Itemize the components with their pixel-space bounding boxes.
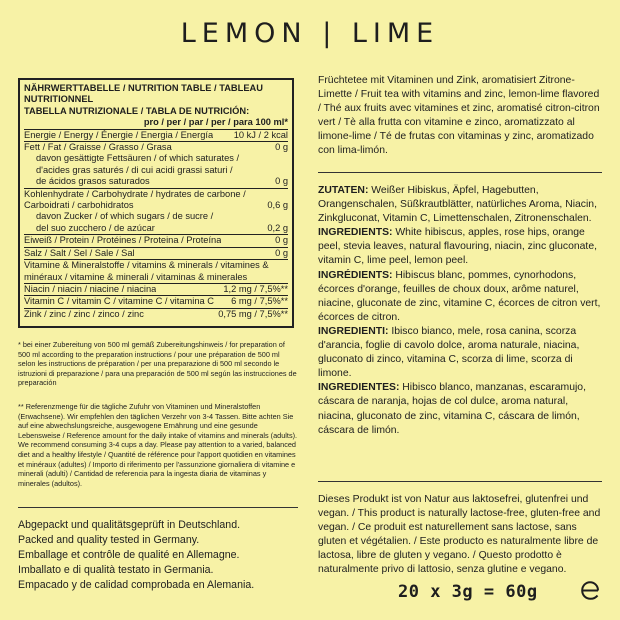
ingredients-label: INGREDIENTES: — [318, 382, 400, 394]
net-weight: 20 x 3g = 60g — [398, 582, 538, 602]
footnote-reference-intake: ** Referenzmenge für die tägliche Zufuhr von Vitaminen und Mineralstoffen (Erwachsene). Wir empfehlen den täglichen Verzehr von 3-4 Tassen. Bitte achten Sie auf eine abwechslungsreiche, ausgewogene Ernährung und eine gesunde Lebensweise / Reference amount for the daily intake of vitamins and minerals (adults). We recommend consuming 3-4 cups a day. Please pay attention to a varied, balanced diet and a healthy lifestyle / Quantité de référence pour l'apport quotidien en vitamines et minéraux (adultes) / Importo di riferimento per l'assunzione giornaliera di vitamine e minerali (adulti) / Cantidad de referencia para la ingesta diaria de vitaminas y minerales (adultos). — [18, 402, 298, 488]
packaged-line: Packed and quality tested in Germany. — [18, 534, 200, 547]
nutrition-row-energy — [24, 130, 288, 141]
zinc-label: Zink / zinc / zinc / zinco / zinc — [24, 308, 144, 319]
ingredients-text: Hibiscus blanc, pommes, cynorhodons, écorces d'orange, feuilles de choux doux, arôme naturel, niacine, gluconate de zinc, vitamine C, écorces de citron vert, écorces de citron. — [318, 269, 601, 323]
nutrition-row-carbohydrate — [24, 200, 288, 211]
footnote-preparation: * bei einer Zubereitung von 500 ml gemäß Zubereitungshinweis / for preparation of 500 ml according to the preparation instructions / pour une préparation de 500 ml selon les instructions de préparation / per una preparazione di 500 ml secondo le istruzioni di preparazione / para una preparación de 500 ml según las instrucciones de preparación — [18, 340, 297, 388]
product-title: LEMON | LIME — [180, 18, 440, 49]
divider-left — [18, 507, 298, 508]
packaged-statement — [18, 518, 308, 593]
salt-label: Salz / Salt / Sel / Sale / Sal — [24, 247, 135, 258]
protein-label: Eiweiß / Protein / Protéines / Proteina / Proteína — [24, 235, 222, 246]
ingredients-label: INGREDIENTI: — [318, 325, 389, 337]
nutrition-row-sugars — [24, 223, 288, 234]
vitamin-c-value: 6 mg / 7,5%** — [231, 296, 288, 307]
nutrition-row-fat — [24, 141, 288, 153]
estimated-sign-icon — [577, 577, 603, 603]
ingredients-text: White hibiscus, apples, rose hips, orange peel, stevia leaves, natural flavouring, niacin, zinc gluconate, vitamin C, lime peel, lemon peel. — [318, 227, 597, 267]
ingredients-list — [318, 184, 602, 438]
fat-label: Fett / Fat / Graisse / Grasso / Grasa — [24, 142, 172, 153]
sugars-value: 0,2 g — [267, 222, 288, 233]
nutrition-row-salt — [24, 247, 288, 259]
saturates-line-1: davon gesättigte Fettsäuren / of which saturates / — [36, 153, 240, 164]
salt-value: 0 g — [275, 247, 288, 258]
saturates-value: 0 g — [275, 176, 288, 187]
sugars-line-1: davon Zucker / of which sugars / de sucre / — [36, 211, 214, 222]
niacin-label: Niacin / niacin / niacine / niacina — [24, 283, 157, 294]
carbohydrate-value: 0,6 g — [267, 200, 288, 211]
nutrition-row-zinc — [24, 308, 288, 320]
nutrition-row-vitamin-c — [24, 295, 288, 307]
divider-description — [318, 172, 602, 173]
nutrition-per-header: pro / per / par / per / para 100 ml* — [24, 117, 288, 129]
packaged-line: Abgepackt und qualitätsgeprüft in Deutschland. — [18, 519, 241, 531]
ingredients-en — [318, 226, 602, 268]
ingredients-label: ZUTATEN: — [318, 185, 369, 196]
ingredients-label: INGREDIENTS: — [318, 227, 393, 239]
niacin-value: 1,2 mg / 7,5%** — [223, 283, 288, 294]
energy-label: Energie / Energy / Énergie / Energia / Energía — [24, 129, 214, 140]
nutrition-row-protein — [24, 234, 288, 246]
ingredients-it — [318, 325, 602, 381]
ingredients-label: INGRÉDIENTS: — [318, 269, 393, 281]
energy-value: 10 kJ / 2 kcal — [233, 129, 288, 140]
nutrition-heading-2: TABELLA NUTRIZIONALE / TABLA DE NUTRICIÓN: — [24, 105, 250, 116]
ingredients-es — [318, 381, 602, 437]
ingredients-text: Hibisco blanco, manzanas, escaramujo, cáscara de naranja, hojas de col dulce, aroma natural, niacina, gluconato de zinc, vitamina C, cáscara de limón, cáscara de limón. — [318, 382, 586, 436]
nutrition-row-saturates — [24, 176, 288, 187]
saturates-label: de ácidos grasos saturados — [36, 176, 150, 187]
vitamins-minerals-header: Vitamine & Mineralstoffe / vitamins & minerals / vitamines & minéraux / vitamine & minerali / vitaminas & minerales — [24, 259, 288, 283]
packaged-line: Emballage et contrôle de qualité en Allemagne. — [18, 549, 240, 562]
divider-ingredients — [318, 481, 602, 482]
ingredients-fr — [318, 269, 602, 325]
nutrition-heading: NÄHRWERTTABELLE / NUTRITION TABLE / TABLEAU NUTRITIONNEL — [24, 83, 263, 105]
zinc-value: 0,75 mg / 7,5%** — [218, 308, 288, 319]
carbohydrate-line-1: Kohlenhydrate / Carbohydrate / hydrates de carbone / — [24, 188, 288, 200]
carbohydrate-label: Carboidrati / carbohidratos — [24, 200, 134, 211]
fat-value: 0 g — [275, 142, 288, 153]
sugars-label: del suo zucchero / de azúcar — [36, 222, 155, 233]
protein-value: 0 g — [275, 235, 288, 246]
nutrition-table — [18, 78, 294, 328]
nutrition-row-niacin — [24, 283, 288, 295]
ingredients-text: Ibisco bianco, mele, rosa canina, scorza d'arancia, foglie di cavolo dolce, aroma naturale, niacina, gluconato di zinco, vitamina C, scorza di lime, scorza di limone. — [318, 325, 580, 380]
lactose-free-statement: Dieses Produkt ist von Natur aus laktosefrei, glutenfrei und vegan. / This product is naturally lactose-free, gluten-free and vegan. / Ce produit est naturellement sans lactose, sans gluten et végétalien. / Este producto es naturalmente libre de lactosa, libre de gluten y vegano. / Questo prodotto è naturalmente privo di lattosio, senza glutine e vegano. — [318, 494, 601, 576]
ingredients-de — [318, 184, 602, 226]
product-description: Früchtetee mit Vitaminen und Zink, aromatisiert Zitrone-Limette / Fruit tea with vitamins and zinc, lemon-lime flavored / Thé aux fruits avec vitamines et zinc, aromatisé citron-citron vert / Tè alla frutta con vitamine e zinco, aromatizzato al limone-lime / Té de frutas con vitaminas y zinc, aromatizado con lima-limón. — [318, 75, 600, 157]
packaged-line: Empacado y de calidad comprobada en Alemania. — [18, 579, 255, 592]
ingredients-text: Weißer Hibiskus, Äpfel, Hagebutten, Orangenschalen, Süßkrautblätter, natürliches Aroma, Niacin, Zinkgluconat, Vitamin C, Limettenschalen, Zitronenschalen. — [318, 185, 597, 225]
saturates-line-2: d'acides gras saturés / di cui acidi grassi saturi / — [36, 164, 233, 175]
vitamin-c-label: Vitamin C / vitamin C / vitamine C / vitamina C — [24, 296, 214, 307]
packaged-line: Imballato e di qualità testato in Germania. — [18, 564, 214, 577]
